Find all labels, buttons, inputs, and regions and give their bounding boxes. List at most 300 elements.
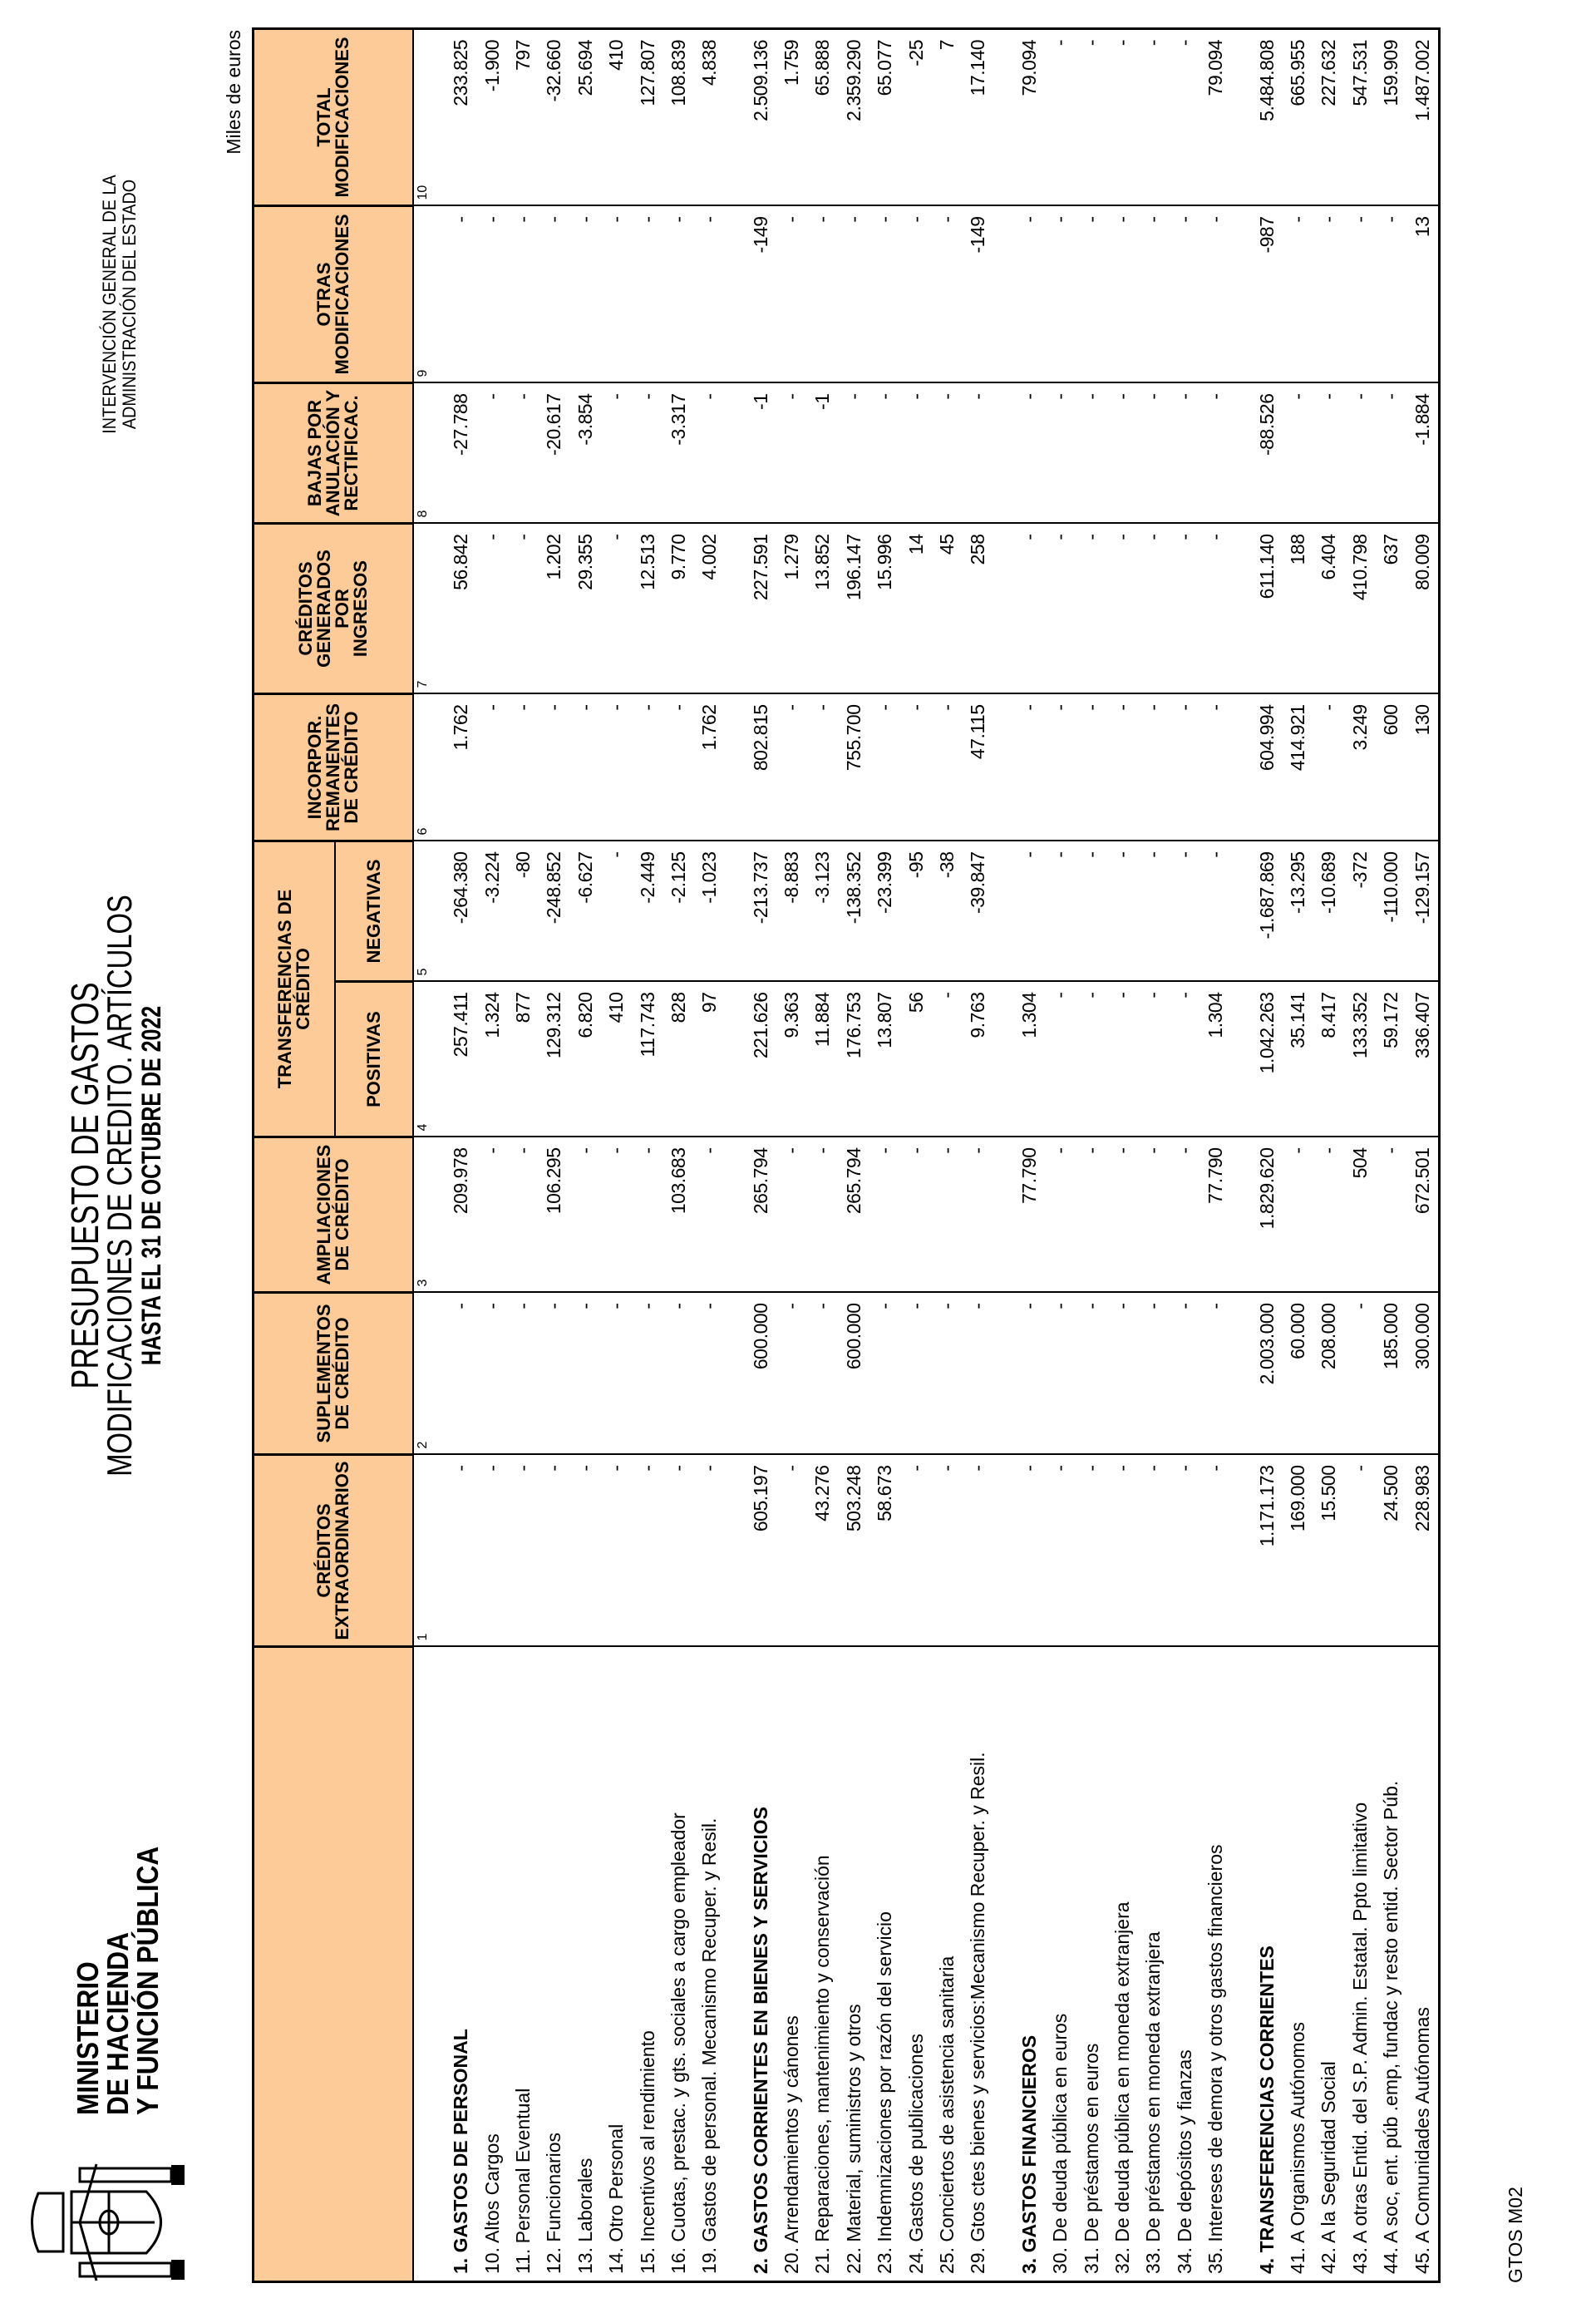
value-cell-col-9: -	[632, 205, 663, 382]
value-cell-col-2: 300.000	[1406, 1293, 1439, 1455]
value-cell-col-1: -	[963, 1455, 993, 1647]
value-cell-col-2: 600.000	[839, 1293, 869, 1455]
row-label: 31. De préstamos en euros	[1076, 1647, 1106, 2282]
value-cell-col-10: 4.838	[694, 28, 725, 205]
value-cell-col-3: -	[1076, 1137, 1106, 1293]
value-cell-col-4: 1.324	[476, 982, 507, 1137]
value-cell-col-10: 79.094	[1014, 28, 1045, 205]
row-label: 32. De deuda pública en moneda extranjera	[1107, 1647, 1138, 2282]
value-cell-col-4: 59.172	[1376, 982, 1406, 1137]
value-cell-col-4: 97	[694, 982, 725, 1137]
value-cell-col-1: 58.673	[869, 1455, 900, 1647]
value-cell-col-2: 2.003.000	[1251, 1293, 1282, 1455]
value-cell-col-10: -	[1170, 28, 1200, 205]
value-cell-col-3: -	[476, 1137, 507, 1293]
column-number: 2	[413, 1293, 446, 1455]
value-cell-col-4: 221.626	[746, 982, 776, 1137]
value-cell-col-1: -	[476, 1455, 507, 1647]
value-cell-col-5: -	[601, 841, 632, 981]
row-label: 29. Gtos ctes bienes y servicios:Mecanismo Recuper. y Resil.	[963, 1647, 993, 2282]
row-label: 19. Gastos de personal. Mecanismo Recuper. y Resil.	[694, 1647, 725, 2282]
column-number: 4	[413, 982, 446, 1137]
row-label: 10. Altos Cargos	[476, 1647, 507, 2282]
value-cell-col-4: 129.312	[539, 982, 569, 1137]
value-cell-col-10: 1.487.002	[1406, 28, 1439, 205]
spacer-cell	[1231, 1293, 1251, 1455]
value-cell-col-2: -	[632, 1293, 663, 1455]
value-cell-col-1: 503.248	[839, 1455, 869, 1647]
column-number: 8	[413, 382, 446, 523]
value-cell-col-4: -	[1107, 982, 1138, 1137]
value-cell-col-6: -	[1138, 693, 1169, 841]
column-number-row	[413, 28, 446, 2281]
value-cell-col-8: -	[1283, 382, 1313, 523]
value-cell-col-5: -23.399	[869, 841, 900, 981]
value-cell-col-3: -	[570, 1137, 601, 1293]
header-incorporaciones: INCORPOR. REMANENTES DE CRÉDITO	[254, 693, 414, 841]
value-cell-col-7: 611.140	[1251, 523, 1282, 693]
value-cell-col-2: -	[1170, 1293, 1200, 1455]
value-cell-col-9: -	[1376, 205, 1406, 382]
value-cell-col-3: -	[1107, 1137, 1138, 1293]
row-label: 44. A soc, ent. púb .emp, fundac y resto entid. Sector Púb.	[1376, 1647, 1406, 2282]
value-cell-col-9: -	[807, 205, 838, 382]
value-cell-col-4: 133.352	[1345, 982, 1376, 1137]
report-date: HASTA EL 31 DE OCTUBRE DE 2022	[136, 1005, 166, 1366]
value-cell-col-9: -	[508, 205, 539, 382]
value-cell-col-5: -	[1045, 841, 1076, 981]
value-cell-col-7: 12.513	[632, 523, 663, 693]
spacer-cell	[726, 1137, 746, 1293]
column-number: 9	[413, 205, 446, 382]
value-cell-col-8: -1.884	[1406, 382, 1439, 523]
value-cell-col-7: 188	[1283, 523, 1313, 693]
value-cell-col-3: 672.501	[1406, 1137, 1439, 1293]
value-cell-col-8: -3.854	[570, 382, 601, 523]
value-cell-col-8: -	[1107, 382, 1138, 523]
value-cell-col-8: -	[601, 382, 632, 523]
table-row	[932, 28, 963, 2281]
value-cell-col-8: -	[476, 382, 507, 523]
value-cell-col-4: -	[932, 982, 963, 1137]
value-cell-col-6: -	[1313, 693, 1344, 841]
section-total-row	[1014, 28, 1045, 2281]
value-cell-col-2: -	[900, 1293, 931, 1455]
value-cell-col-5: -213.737	[746, 841, 776, 981]
value-cell-col-8: -	[839, 382, 869, 523]
value-cell-col-10: 5.484.808	[1251, 28, 1282, 205]
value-cell-col-4: 6.820	[570, 982, 601, 1137]
value-cell-col-1: -	[1200, 1455, 1231, 1647]
value-cell-col-1: -	[694, 1455, 725, 1647]
value-cell-col-6: -	[776, 693, 807, 841]
spacer-cell	[994, 982, 1014, 1137]
value-cell-col-5: -95	[900, 841, 931, 981]
spacer-cell	[1231, 693, 1251, 841]
value-cell-col-7: -	[1200, 523, 1231, 693]
value-cell-col-8: -	[869, 382, 900, 523]
report-title-block	[63, 645, 166, 1726]
table-row	[1138, 28, 1169, 2281]
value-cell-col-4: -	[1138, 982, 1169, 1137]
coat-of-arms-logo	[30, 2160, 192, 2285]
value-cell-col-3: -	[694, 1137, 725, 1293]
value-cell-col-7: -	[1107, 523, 1138, 693]
table-row	[1107, 28, 1138, 2281]
row-label: 13. Laborales	[570, 1647, 601, 2282]
value-cell-col-2: -	[508, 1293, 539, 1455]
value-cell-col-8: -	[932, 382, 963, 523]
value-cell-col-4: 257.411	[446, 982, 476, 1137]
value-cell-col-9: -	[663, 205, 694, 382]
header-bajas: BAJAS POR ANULACIÓN Y RECTIFICAC.	[254, 382, 414, 523]
value-cell-col-8: -	[1200, 382, 1231, 523]
value-cell-col-8: -1	[807, 382, 838, 523]
header-generados: CRÉDITOS GENERADOS POR INGRESOS	[254, 523, 414, 693]
spacer-cell	[994, 1647, 1014, 2282]
spacer-cell	[1231, 523, 1251, 693]
value-cell-col-9: -	[694, 205, 725, 382]
value-cell-col-5: -110.000	[1376, 841, 1406, 981]
value-cell-col-3: -	[963, 1137, 993, 1293]
row-label: 23. Indemnizaciones por razón del servicio	[869, 1647, 900, 2282]
value-cell-col-10: 547.531	[1345, 28, 1376, 205]
spacer-cell	[726, 1647, 746, 2282]
value-cell-col-2: 208.000	[1313, 1293, 1344, 1455]
value-cell-col-8: -	[1014, 382, 1045, 523]
value-cell-col-10: -	[1138, 28, 1169, 205]
value-cell-col-3: 265.794	[746, 1137, 776, 1293]
value-cell-col-7: 196.147	[839, 523, 869, 693]
column-number: 3	[413, 1137, 446, 1293]
value-cell-col-7: -	[1014, 523, 1045, 693]
value-cell-col-6: -	[476, 693, 507, 841]
value-cell-col-9: -	[1170, 205, 1200, 382]
value-cell-col-6: -	[570, 693, 601, 841]
value-cell-col-2: -	[1138, 1293, 1169, 1455]
value-cell-col-5: -2.449	[632, 841, 663, 981]
value-cell-col-5: -8.883	[776, 841, 807, 981]
value-cell-col-6: -	[869, 693, 900, 841]
value-cell-col-7: 6.404	[1313, 523, 1344, 693]
value-cell-col-6: 600	[1376, 693, 1406, 841]
value-cell-col-5: -129.157	[1406, 841, 1439, 981]
value-cell-col-1: -	[663, 1455, 694, 1647]
value-cell-col-7: 9.770	[663, 523, 694, 693]
value-cell-col-4: 1.304	[1200, 982, 1231, 1137]
value-cell-col-7: 4.002	[694, 523, 725, 693]
value-cell-col-1: -	[776, 1455, 807, 1647]
column-number: 1	[413, 1455, 446, 1647]
table-row	[601, 28, 632, 2281]
value-cell-col-9: -	[1045, 205, 1076, 382]
value-cell-col-6: 47.115	[963, 693, 993, 841]
row-label: 3. GASTOS FINANCIEROS	[1014, 1647, 1045, 2282]
value-cell-col-1: -	[1107, 1455, 1138, 1647]
spacer-cell	[994, 693, 1014, 841]
value-cell-col-2: -	[663, 1293, 694, 1455]
value-cell-col-10: -	[1107, 28, 1138, 205]
value-cell-col-8: -1	[746, 382, 776, 523]
value-cell-col-1: 1.171.173	[1251, 1455, 1282, 1647]
column-number: 10	[413, 28, 446, 205]
row-label: 14. Otro Personal	[601, 1647, 632, 2282]
value-cell-col-1: 24.500	[1376, 1455, 1406, 1647]
section-total-row	[446, 28, 476, 2281]
value-cell-col-3: 103.683	[663, 1137, 694, 1293]
value-cell-col-3: -	[632, 1137, 663, 1293]
value-cell-col-3: -	[900, 1137, 931, 1293]
value-cell-col-10: -	[1076, 28, 1106, 205]
value-cell-col-2: -	[1076, 1293, 1106, 1455]
value-cell-col-7: 14	[900, 523, 931, 693]
value-cell-col-6: 755.700	[839, 693, 869, 841]
value-cell-col-9: -987	[1251, 205, 1282, 382]
value-cell-col-10: 65.888	[807, 28, 838, 205]
value-cell-col-2: -	[869, 1293, 900, 1455]
value-cell-col-9: -149	[963, 205, 993, 382]
value-cell-col-10: 410	[601, 28, 632, 205]
spacer-cell	[994, 523, 1014, 693]
value-cell-col-9: -149	[746, 205, 776, 382]
value-cell-col-9: -	[900, 205, 931, 382]
value-cell-col-10: 1.759	[776, 28, 807, 205]
value-cell-col-6: 604.994	[1251, 693, 1282, 841]
value-cell-col-8: -88.526	[1251, 382, 1282, 523]
row-label: 4. TRANSFERENCIAS CORRIENTES	[1251, 1647, 1282, 2282]
spacer-cell	[726, 841, 746, 981]
value-cell-col-3: -	[1045, 1137, 1076, 1293]
value-cell-col-10: -1.900	[476, 28, 507, 205]
value-cell-col-10: 79.094	[1200, 28, 1231, 205]
row-label: 41. A Organismos Autónomos	[1283, 1647, 1313, 2282]
value-cell-col-3: -	[1283, 1137, 1313, 1293]
value-cell-col-5: -13.295	[1283, 841, 1313, 981]
row-label: 2. GASTOS CORRIENTES EN BIENES Y SERVICIOS	[746, 1647, 776, 2282]
value-cell-col-8: -	[1376, 382, 1406, 523]
spacer-cell	[1231, 982, 1251, 1137]
spacer-cell	[1231, 841, 1251, 981]
value-cell-col-3: -	[776, 1137, 807, 1293]
value-cell-col-5: -1.023	[694, 841, 725, 981]
table-row	[1045, 28, 1076, 2281]
header-negativas: NEGATIVAS	[335, 841, 413, 981]
value-cell-col-1: 228.983	[1406, 1455, 1439, 1647]
value-cell-col-3: 265.794	[839, 1137, 869, 1293]
value-cell-col-2: -	[807, 1293, 838, 1455]
spacer-cell	[1231, 1137, 1251, 1293]
table-row	[1313, 28, 1344, 2281]
column-number: 6	[413, 693, 446, 841]
value-cell-col-6: 3.249	[1345, 693, 1376, 841]
value-cell-col-1: 43.276	[807, 1455, 838, 1647]
value-cell-col-6: -	[1107, 693, 1138, 841]
column-number: 7	[413, 523, 446, 693]
value-cell-col-8: -	[776, 382, 807, 523]
value-cell-col-2: -	[1200, 1293, 1231, 1455]
report-title: PRESUPUESTO DE GASTOS	[63, 982, 106, 1389]
value-cell-col-3: 1.829.620	[1251, 1137, 1282, 1293]
table-row	[508, 28, 539, 2281]
value-cell-col-2: -	[1345, 1293, 1376, 1455]
value-cell-col-2: -	[539, 1293, 569, 1455]
value-cell-col-5: -6.627	[570, 841, 601, 981]
row-label: 30. De deuda pública en euros	[1045, 1647, 1076, 2282]
table-row	[1376, 28, 1406, 2281]
spacer-cell	[994, 1137, 1014, 1293]
value-cell-col-3: -	[869, 1137, 900, 1293]
value-cell-col-5: -10.689	[1313, 841, 1344, 981]
value-cell-col-3: 77.790	[1014, 1137, 1045, 1293]
value-cell-col-4: 1.304	[1014, 982, 1045, 1137]
row-label: 12. Funcionarios	[539, 1647, 569, 2282]
value-cell-col-6: 1.762	[694, 693, 725, 841]
value-cell-col-9: -	[776, 205, 807, 382]
value-cell-col-6: 414.921	[1283, 693, 1313, 841]
value-cell-col-4: 877	[508, 982, 539, 1137]
table-row	[1345, 28, 1376, 2281]
value-cell-col-2: -	[1107, 1293, 1138, 1455]
value-cell-col-6: 802.815	[746, 693, 776, 841]
value-cell-col-5: -372	[1345, 841, 1376, 981]
value-cell-col-10: 159.909	[1376, 28, 1406, 205]
value-cell-col-10: -25	[900, 28, 931, 205]
value-cell-col-5: -264.380	[446, 841, 476, 981]
value-cell-col-7: 29.355	[570, 523, 601, 693]
table-body	[446, 28, 1439, 2281]
value-cell-col-9: -	[1283, 205, 1313, 382]
value-cell-col-5: -2.125	[663, 841, 694, 981]
spacer-cell	[726, 1455, 746, 1647]
spacer-cell	[994, 382, 1014, 523]
table-row	[963, 28, 993, 2281]
section-spacer	[994, 28, 1014, 2281]
value-cell-col-1: -	[1345, 1455, 1376, 1647]
value-cell-col-9: 13	[1406, 205, 1439, 382]
value-cell-col-6: -	[1200, 693, 1231, 841]
table-row	[1406, 28, 1439, 2281]
spacer-cell	[726, 205, 746, 382]
value-cell-col-10: 2.359.290	[839, 28, 869, 205]
spacer-cell	[726, 982, 746, 1137]
value-cell-col-3: -	[807, 1137, 838, 1293]
value-cell-col-10: 17.140	[963, 28, 993, 205]
value-cell-col-4: 828	[663, 982, 694, 1137]
value-cell-col-6: -	[632, 693, 663, 841]
spacer-cell	[726, 523, 746, 693]
value-cell-col-3: 77.790	[1200, 1137, 1231, 1293]
spacer-cell	[1231, 382, 1251, 523]
spacer-cell	[1231, 1647, 1251, 2282]
value-cell-col-3: -	[1170, 1137, 1200, 1293]
value-cell-col-5: -80	[508, 841, 539, 981]
value-cell-col-7: -	[601, 523, 632, 693]
value-cell-col-10: 2.509.136	[746, 28, 776, 205]
value-cell-col-6: -	[807, 693, 838, 841]
value-cell-col-7: 227.591	[746, 523, 776, 693]
table-row	[570, 28, 601, 2281]
value-cell-col-4: -	[1076, 982, 1106, 1137]
value-cell-col-5: -138.352	[839, 841, 869, 981]
value-cell-col-7: 80.009	[1406, 523, 1439, 693]
value-cell-col-9: -	[1138, 205, 1169, 382]
value-cell-col-2: -	[446, 1293, 476, 1455]
value-cell-col-1: -	[900, 1455, 931, 1647]
value-cell-col-9: -	[839, 205, 869, 382]
value-cell-col-5: -	[1200, 841, 1231, 981]
value-cell-col-1: -	[1138, 1455, 1169, 1647]
value-cell-col-2: -	[963, 1293, 993, 1455]
value-cell-col-7: -	[1045, 523, 1076, 693]
value-cell-col-2: 185.000	[1376, 1293, 1406, 1455]
value-cell-col-4: 117.743	[632, 982, 663, 1137]
value-cell-col-4: 410	[601, 982, 632, 1137]
value-cell-col-8: -	[632, 382, 663, 523]
table-row	[776, 28, 807, 2281]
header-transferencias: TRANSFERENCIAS DE CRÉDITO	[254, 841, 336, 1137]
value-cell-col-4: 13.807	[869, 982, 900, 1137]
value-cell-col-1: -	[1076, 1455, 1106, 1647]
value-cell-col-7: -	[1076, 523, 1106, 693]
value-cell-col-10: 7	[932, 28, 963, 205]
value-cell-col-9: -	[1014, 205, 1045, 382]
value-cell-col-2: -	[932, 1293, 963, 1455]
value-cell-col-2: -	[476, 1293, 507, 1455]
value-cell-col-7: -	[508, 523, 539, 693]
value-cell-col-3: -	[601, 1137, 632, 1293]
header-concept	[254, 1647, 414, 2282]
ministry-name: MINISTERIO DE HACIENDA Y FUNCIÓN PÚBLICA	[71, 1846, 165, 2115]
spacer-cell	[726, 1293, 746, 1455]
spacer-cell	[726, 693, 746, 841]
section-spacer	[1231, 28, 1251, 2281]
table-row	[1170, 28, 1200, 2281]
table-row	[1200, 28, 1231, 2281]
table-row	[900, 28, 931, 2281]
spacer-cell	[994, 1455, 1014, 1647]
column-number: 5	[413, 841, 446, 981]
value-cell-col-4: 9.763	[963, 982, 993, 1137]
value-cell-col-10: 233.825	[446, 28, 476, 205]
value-cell-col-5: -	[1014, 841, 1045, 981]
value-cell-col-4: 336.407	[1406, 982, 1439, 1137]
report-code: GTOS M02	[1505, 2187, 1526, 2283]
row-label: 20. Arrendamientos y cánones	[776, 1647, 807, 2282]
value-cell-col-5: -39.847	[963, 841, 993, 981]
value-cell-col-3: 106.295	[539, 1137, 569, 1293]
value-cell-col-10: 65.077	[869, 28, 900, 205]
value-cell-col-10: -	[1045, 28, 1076, 205]
value-cell-col-9: -	[539, 205, 569, 382]
value-cell-col-8: -	[1076, 382, 1106, 523]
value-cell-col-9: -	[932, 205, 963, 382]
value-cell-col-9: -	[1200, 205, 1231, 382]
spacer-cell	[994, 841, 1014, 981]
spacer-cell	[994, 205, 1014, 382]
value-cell-col-9: -	[570, 205, 601, 382]
value-cell-col-7: 56.842	[446, 523, 476, 693]
value-cell-col-2: -	[776, 1293, 807, 1455]
table-row	[1283, 28, 1313, 2281]
table-row	[694, 28, 725, 2281]
value-cell-col-7: -	[476, 523, 507, 693]
spacer-cell	[1231, 28, 1251, 205]
row-label: 43. A otras Entid. del S.P. Admin. Estatal. Ppto limitativo	[1345, 1647, 1376, 2282]
value-cell-col-2: -	[601, 1293, 632, 1455]
value-cell-col-9: -	[869, 205, 900, 382]
agency-name: INTERVENCIÓN GENERAL DE LA ADMINISTRACIÓN DEL ESTADO	[99, 175, 140, 434]
value-cell-col-8: -	[963, 382, 993, 523]
